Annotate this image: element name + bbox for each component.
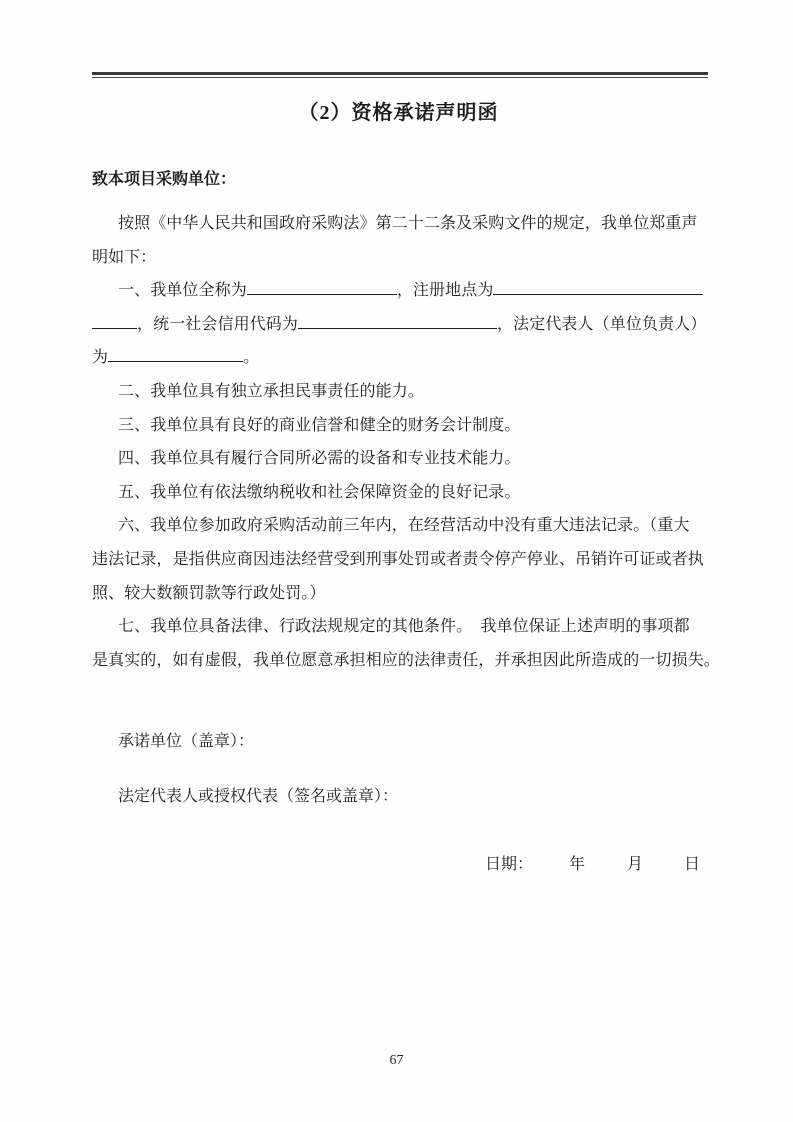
salutation-line: 致本项目采购单位： [92,171,237,188]
declaration-body [92,207,720,677]
signature-unit-seal-line [92,731,254,753]
clause-2-line [92,375,705,409]
blank-underline-company-name [247,278,397,295]
header-double-rule [92,72,708,78]
clause-5-text: 五、我单位有依法缴纳税收和社会保障资金的良好记录。 [118,483,521,501]
date-day-label: 日 [684,856,701,873]
page-title: （2）资格承诺声明函 [298,102,499,124]
clause-7-line-2 [92,644,720,678]
clause-7-line-1 [92,610,705,644]
signature-representative-label: 法定代表人或授权代表（签名或盖章）： [118,788,399,805]
clause-5-line [92,476,705,510]
intro-line-1 [92,207,705,241]
clause-6-line-2 [92,543,705,577]
clause-7-text-2: 是真实的，如有虚假，我单位愿意承担相应的法律责任，并承担因此所造成的一切损失。 [92,651,720,669]
clause-6-line-1 [92,509,705,543]
clause-6-text-1: 六、我单位参加政府采购活动前三年内，在经营活动中没有重大违法记录。（重大 [118,517,690,535]
clause-1-text-is: 为 [92,349,109,367]
clause-1-text-period: 。 [243,349,260,367]
signature-unit-seal-label: 承诺单位（盖章）： [118,733,255,750]
clause-6-text-2: 违法记录，是指供应商因违法经营受到刑事处罚或者责令停产停业、吊销许可证或者执 [92,550,704,568]
clause-6-text-3: 照、较大数额罚款等行政处罚。） [92,584,326,602]
intro-text-1: 按照《中华人民共和国政府采购法》第二十二条及采购文件的规定，我单位郑重声 [118,215,698,232]
date-label: 日期： [485,856,534,873]
clause-1-text-registered-address-label: ，注册地点为 [396,282,494,300]
clause-6-line-3 [92,577,705,611]
blank-underline-registered-address [493,278,703,295]
intro-text-2: 明如下： [92,248,157,266]
date-month-label: 月 [627,856,644,873]
intro-line-2 [92,241,705,275]
date-year-label: 年 [569,856,586,873]
clause-4-line [92,442,705,476]
signature-representative-line [92,786,398,808]
clause-4-text: 四、我单位具有履行合同所必需的设备和专业技术能力。 [118,450,521,468]
clause-1-text-legal-representative-label: ，法定代表人（单位负责人） [497,315,707,333]
blank-underline-address-continued [92,312,137,329]
blank-underline-representative-name [108,345,243,362]
clause-7-text-1: 七、我单位具备法律、行政法规规定的其他条件。 我单位保证上述声明的事项都 [118,618,690,636]
page-number: 67 [389,1053,404,1068]
clause-2-text: 二、我单位具有独立承担民事责任的能力。 [118,382,424,400]
clause-1-text-company-name-label: 一、我单位全称为 [118,282,247,300]
clause-1-line-1 [92,274,705,308]
clause-3-line [92,409,705,443]
clause-1-line-3 [92,341,705,375]
blank-underline-credit-code [298,312,497,329]
clause-1-text-credit-code-label: ，统一社会信用代码为 [137,315,299,333]
date-line [485,854,700,876]
clause-1-line-2 [92,308,705,342]
clause-3-text: 三、我单位具有良好的商业信誉和健全的财务会计制度。 [118,416,521,434]
